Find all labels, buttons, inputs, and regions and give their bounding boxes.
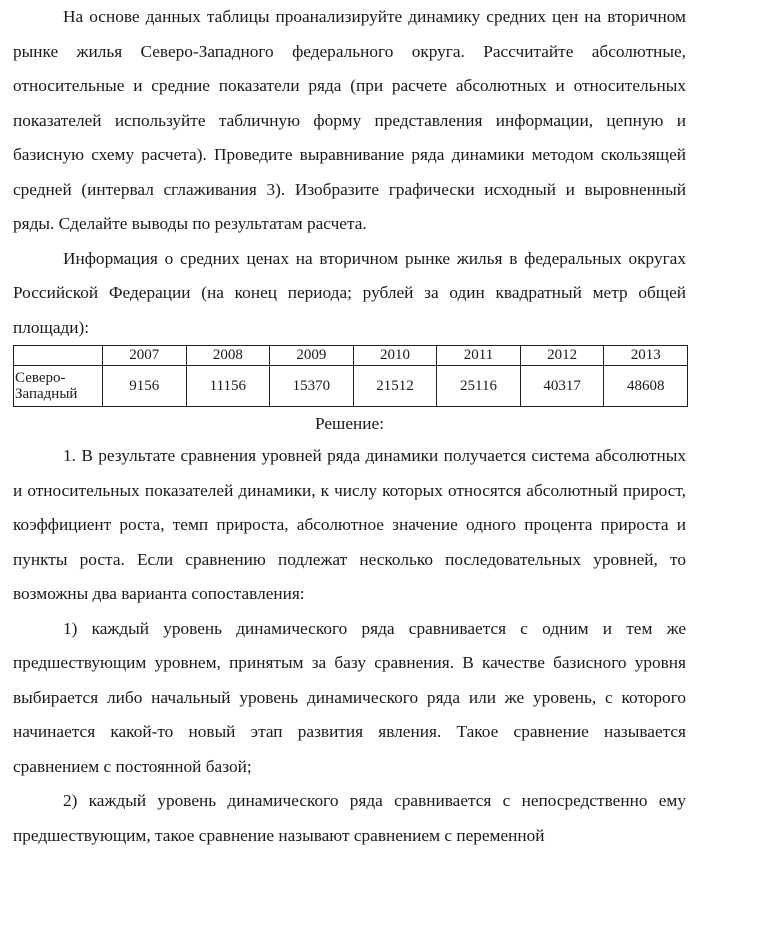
task-paragraph-2: Информация о средних ценах на вторичном рынке жилья в федеральных округах Российской Федерации (на конец периода; рублей за один квадратный метр общей площади): (13, 248, 686, 337)
row-label: Северо-Западный (14, 366, 103, 407)
price-cell: 21512 (353, 366, 437, 407)
price-cell: 15370 (270, 366, 354, 407)
price-table-container (13, 345, 686, 407)
price-table (13, 345, 688, 407)
price-cell: 11156 (186, 366, 270, 407)
year-header: 2013 (604, 346, 688, 366)
price-cell: 48608 (604, 366, 688, 407)
year-header: 2010 (353, 346, 437, 366)
task-paragraph-1: На основе данных таблицы проанализируйте динамику средних цен на вторичном рынке жилья Северо-Западного федерального округа. Рассчитайте абсолютные, относительные и средние показатели ряда (при расчете абсолютных и относительных показателей используйте табличную форму представления информации, цепную и базисную схему расчета). Проведите выравнивание ряда динамики методом скользящей средней (интервал сглаживания 3). Изобразите графически исходный и выровненный ряды. Сделайте выводы по результатам расчета. (13, 7, 686, 233)
solution-heading: Решение: (315, 414, 384, 433)
year-header: 2009 (270, 346, 354, 366)
solution-paragraph-1: 1. В результате сравнения уровней ряда динамики получается система абсолютных и относительных показателей динамики, к числу которых относятся абсолютный прирост, коэффициент роста, темп прироста, абсолютное значение одного процента прироста и пункты роста. Если сравнению подлежат несколько последовательных уровней, то возможны два варианта сопоставления: (13, 446, 686, 603)
solution-paragraph-3: 2) каждый уровень динамического ряда сравнивается с непосредственно ему предшествующим, такое сравнение называют сравнением с переменной (13, 791, 686, 845)
price-cell: 40317 (520, 366, 604, 407)
year-header: 2012 (520, 346, 604, 366)
year-header: 2008 (186, 346, 270, 366)
year-header: 2007 (103, 346, 187, 366)
price-cell: 25116 (437, 366, 521, 407)
table-corner-cell (14, 346, 103, 366)
year-header: 2011 (437, 346, 521, 366)
table-row (14, 366, 688, 407)
price-cell: 9156 (103, 366, 187, 407)
table-header-row (14, 346, 688, 366)
document-page (13, 0, 686, 853)
solution-paragraph-2: 1) каждый уровень динамического ряда сравнивается с одним и тем же предшествующим уровнем, принятым за базу сравнения. В качестве базисного уровня выбирается либо начальный уровень динамического ряда или же уровень, с которого начинается какой-то новый этап развития явления. Такое сравнение называется сравнением с постоянной базой; (13, 618, 686, 776)
